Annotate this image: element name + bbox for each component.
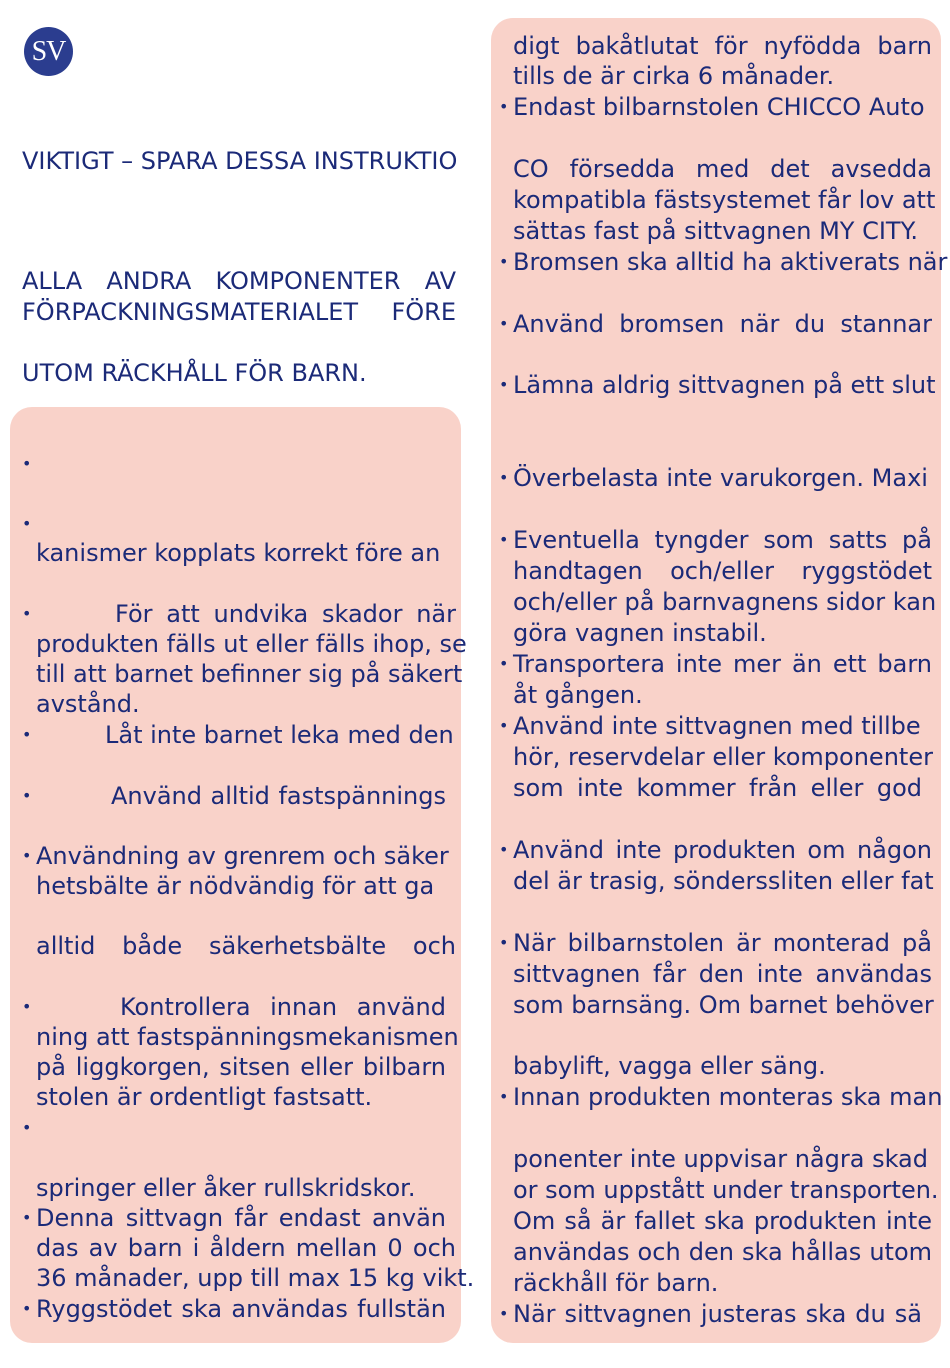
text-line: Denna sittvagn får endast använ <box>36 1204 446 1232</box>
text-line: Om så är fallet ska produkten inte <box>513 1207 932 1235</box>
text-line: När sittvagnen justeras ska du sä <box>513 1300 922 1328</box>
bullet: • <box>22 846 32 865</box>
text-line: som barnsäng. Om barnet behöver <box>513 991 934 1019</box>
text-line: CO försedda med det avsedda <box>513 155 932 183</box>
text-line: Överbelasta inte varukorgen. Maxi <box>513 464 928 492</box>
heading-components-3: UTOM RÄCKHÅLL FÖR BARN. <box>22 359 367 387</box>
text-line: ning att fastspänningsmekanismen <box>36 1023 459 1051</box>
bullet: • <box>22 1208 32 1227</box>
text-line: avstånd. <box>36 690 140 718</box>
text-line: Användning av grenrem och säker <box>36 842 449 870</box>
text-line: användas och den ska hållas utom <box>513 1238 932 1266</box>
text-line: Kontrollera innan använd <box>120 993 446 1021</box>
text-line: digt bakåtlutat för nyfödda barn <box>513 32 932 60</box>
bullet: • <box>499 933 509 952</box>
text-line: Innan produkten monteras ska man <box>513 1083 943 1111</box>
text-line: räckhåll för barn. <box>513 1269 719 1297</box>
text-line: Använd inte produkten om någon <box>513 836 932 864</box>
heading-components-2: FÖRPACKNINGSMATERIALET FÖRE <box>22 298 456 326</box>
text-line: hör, reservdelar eller komponenter <box>513 743 933 771</box>
bullet: • <box>499 314 509 333</box>
bullet: • <box>22 725 32 744</box>
heading-components-1: ALLA ANDRA KOMPONENTER AV <box>22 267 456 295</box>
text-line: das av barn i åldern mellan 0 och <box>36 1234 456 1262</box>
text-line: Lämna aldrig sittvagnen på ett slut <box>513 371 936 399</box>
bullet: • <box>499 654 509 673</box>
text-line: När bilbarnstolen är monterad på <box>513 929 932 957</box>
text-line: Ryggstödet ska användas fullstän <box>36 1295 446 1323</box>
text-line: som inte kommer från eller god <box>513 774 922 802</box>
heading-important: VIKTIGT – SPARA DESSA INSTRUKTIO <box>22 147 458 175</box>
text-line: Låt inte barnet leka med den <box>105 721 454 749</box>
bullet: • <box>22 997 32 1016</box>
text-line: or som uppstått under transporten. <box>513 1176 939 1204</box>
text-line: För att undvika skador när <box>115 600 456 628</box>
text-line: Använd bromsen när du stannar <box>513 310 932 338</box>
bullet: • <box>499 530 509 549</box>
bullet: • <box>499 716 509 735</box>
text-line: hetsbälte är nödvändig för att ga <box>36 872 435 900</box>
text-line: och/eller på barnvagnens sidor kan <box>513 588 937 616</box>
bullet: • <box>499 375 509 394</box>
text-line: åt gången. <box>513 681 643 709</box>
bullet: • <box>499 252 509 271</box>
text-line: handtagen och/eller ryggstödet <box>513 557 932 585</box>
bullet: • <box>22 514 32 533</box>
language-badge: SV <box>24 27 73 76</box>
bullet: • <box>499 840 509 859</box>
bullet: • <box>499 97 509 116</box>
bullet: • <box>499 1087 509 1106</box>
text-line: springer eller åker rullskridskor. <box>36 1174 416 1202</box>
text-line: Bromsen ska alltid ha aktiverats när <box>513 248 948 276</box>
text-line: stolen är ordentligt fastsatt. <box>36 1083 373 1111</box>
text-line: tills de är cirka 6 månader. <box>513 62 835 90</box>
text-line: Transportera inte mer än ett barn <box>513 650 932 678</box>
text-line: sittvagnen får den inte användas <box>513 960 932 988</box>
text-line: Använd inte sittvagnen med tillbe <box>513 712 921 740</box>
text-line: babylift, vagga eller säng. <box>513 1052 826 1080</box>
bullet: • <box>22 786 32 805</box>
bullet: • <box>22 454 32 473</box>
bullet: • <box>22 1118 32 1137</box>
text-line: del är trasig, sönderssliten eller fat <box>513 867 934 895</box>
text-line: göra vagnen instabil. <box>513 619 767 647</box>
text-line: på liggkorgen, sitsen eller bilbarn <box>36 1053 446 1081</box>
text-line: Endast bilbarnstolen CHICCO Auto <box>513 93 925 121</box>
text-line: alltid både säkerhetsbälte och <box>36 932 456 960</box>
bullet: • <box>22 1299 32 1318</box>
text-line: Eventuella tyngder som satts på <box>513 526 932 554</box>
text-line: kanismer kopplats korrekt före an <box>36 539 441 567</box>
text-line: Använd alltid fastspännings <box>111 782 446 810</box>
text-line: sättas fast på sittvagnen MY CITY. <box>513 217 919 245</box>
bullet: • <box>499 1304 509 1323</box>
text-line: ponenter inte uppvisar några skad <box>513 1145 928 1173</box>
bullet: • <box>499 468 509 487</box>
text-line: till att barnet befinner sig på säkert <box>36 660 463 688</box>
text-line: produkten fälls ut eller fälls ihop, se <box>36 630 467 658</box>
text-line: kompatibla fästsystemet får lov att <box>513 186 936 214</box>
bullet: • <box>22 604 32 623</box>
text-line: 36 månader, upp till max 15 kg vikt. <box>36 1264 475 1292</box>
